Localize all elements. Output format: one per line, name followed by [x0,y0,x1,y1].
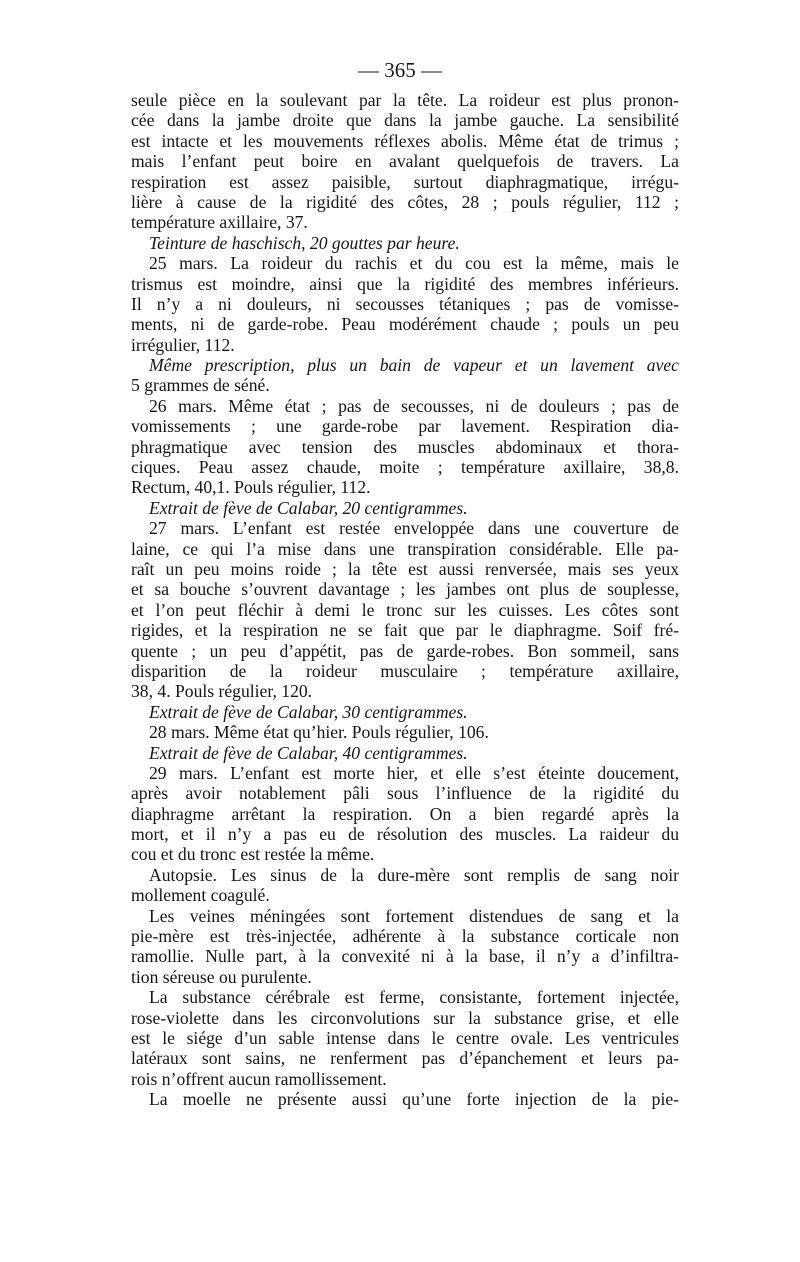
text-line: pie-mère est très-injectée, adhérente à la substance corticale non [131,926,679,947]
text-line: rois n’offrent aucun ramollissement. [131,1068,387,1089]
text-line: disparition de la roideur musculaire ; température axillaire, [131,660,679,681]
text-line: Rectum, 40,1. Pouls régulier, 112. [131,477,371,498]
entry-date-line: 27 mars. L’enfant est restée enveloppée dans une couverture de [149,518,679,539]
text-line: et sa bouche s’ouvrent davantage ; les jambes ont plus de souplesse, [131,579,679,600]
paragraph-start-line: La moelle ne présente aussi qu’une forte injection de la pie- [149,1089,679,1110]
text-line: tion séreuse ou purulente. [131,966,312,987]
entry-date-line: 29 mars. L’enfant est morte hier, et elle s’est éteinte doucement, [149,762,679,783]
text-line: respiration est assez paisible, surtout diaphragmatique, irrégu- [131,171,679,192]
text-line: Il n’y a ni douleurs, ni secousses tétaniques ; pas de vomisse- [131,293,679,314]
paragraph-start-line: La substance cérébrale est ferme, consistante, fortement injectée, [149,987,679,1008]
prescription-line: Même prescription, plus un bain de vapeur et un lavement avec [149,355,679,376]
text-line: irrégulier, 112. [131,334,235,355]
page-number: — 365 — [358,58,442,82]
text-line: rigides, et la respiration ne se fait que par le diaphragme. Soif fré- [131,620,679,641]
paragraph-start-line: Les veines méningées sont fortement distendues de sang et la [149,905,679,926]
text-line: mais l’enfant peut boire en avalant quelquefois de travers. La [131,151,679,172]
text-line: seule pièce en la soulevant par la tête. La roideur est plus pronon- [131,90,679,110]
text-line: lière à cause de la rigidité des côtes, 28 ; pouls régulier, 112 ; [131,191,679,212]
text-line: vomissements ; une garde-robe par lavement. Respiration dia- [131,416,679,437]
text-line: phragmatique avec tension des muscles abdominaux et thora- [131,436,679,457]
text-line: 5 grammes de séné. [131,375,270,396]
text-line: est intacte et les mouvements réflexes abolis. Même état de trimus ; [131,130,679,151]
text-line: laine, ce qui l’a mise dans une transpiration considérable. Elle pa- [131,538,679,559]
body-text [131,90,679,1110]
autopsy-heading-line: Autopsie. Les sinus de la dure-mère sont remplis de sang noir [149,864,679,885]
text-line: est le siége d’un sable intense dans le centre ovale. Les ventricules [131,1027,679,1048]
entry-date-line: 26 mars. Même état ; pas de secousses, ni de douleurs ; pas de [149,395,679,416]
text-line: après avoir notablement pâli sous l’influence de la rigidité du [131,783,679,804]
text-line: latéraux sont sains, ne renferment pas d’épanchement et leurs pa- [131,1048,679,1069]
text-line: raît un peu moins roide ; la tête est aussi renversée, mais ses yeux [131,558,679,579]
text-line: quente ; un peu d’appétit, pas de garde-robes. Bon sommeil, sans [131,640,679,661]
text-line: cou et du tronc est restée la même. [131,844,375,865]
prescription-line: Extrait de fève de Calabar, 20 centigrammes. [149,497,468,518]
text-line: rose-violette dans les circonvolutions sur la substance grise, et elle [131,1007,679,1028]
text-line: trismus est moindre, ainsi que la rigidité des membres inférieurs. [131,273,679,294]
text-line: ramollie. Nulle part, à la convexité ni à la base, il n’y a d’infiltra- [131,946,679,967]
prescription-line: Extrait de fève de Calabar, 40 centigrammes. [149,742,468,763]
text-line: et l’on peut fléchir à demi le tronc sur les cuisses. Les côtes sont [131,599,679,620]
text-line: température axillaire, 37. [131,212,308,233]
text-line: cée dans la jambe droite que dans la jambe gauche. La sensibilité [131,110,679,131]
text-line: 38, 4. Pouls régulier, 120. [131,681,313,702]
text-line: mollement coagulé. [131,885,270,906]
prescription-line: Teinture de haschisch, 20 gouttes par heure. [149,232,460,253]
prescription-line: Extrait de fève de Calabar, 30 centigrammes. [149,701,468,722]
text-line: diaphragme arrêtant la respiration. On a bien regardé après la [131,803,679,824]
text-line: ments, ni de garde-robe. Peau modérément chaude ; pouls un peu [131,314,679,335]
entry-date-line: 28 mars. Même état qu’hier. Pouls régulier, 106. [149,722,489,743]
text-line: mort, et il n’y a pas eu de résolution des muscles. La raideur du [131,824,679,845]
entry-date-line: 25 mars. La roideur du rachis et du cou est la même, mais le [149,253,679,274]
text-line: ciques. Peau assez chaude, moite ; température axillaire, 38,8. [131,457,679,478]
